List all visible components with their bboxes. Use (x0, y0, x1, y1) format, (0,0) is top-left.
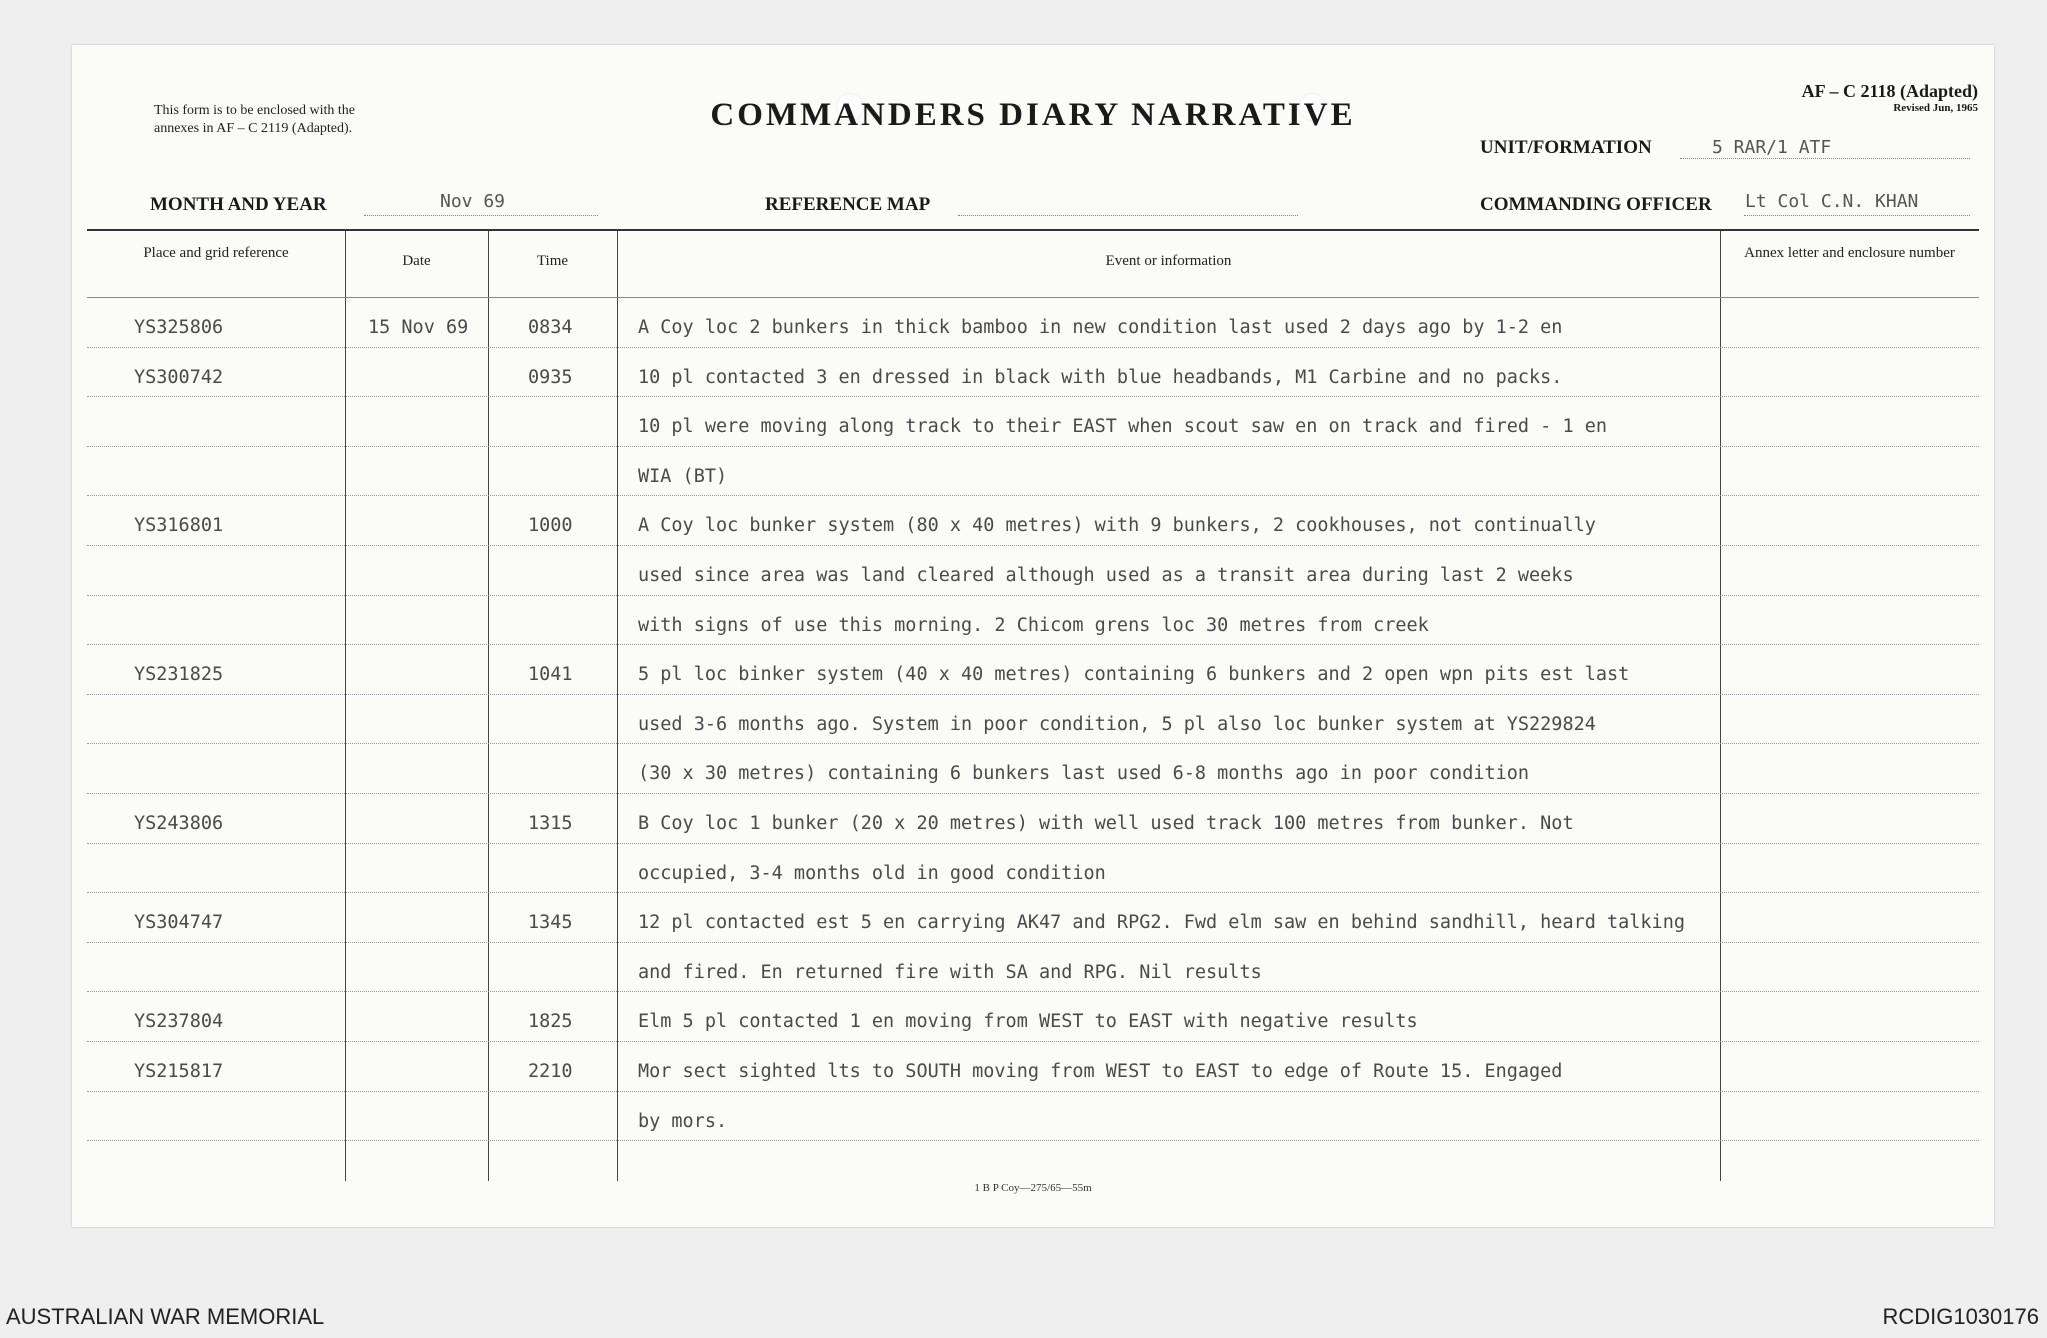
row-rule (87, 595, 1979, 596)
cell-event: 12 pl contacted est 5 en carrying AK47 and RPG2. Fwd elm saw en behind sandhill, heard talking (638, 912, 1685, 934)
column-header-time: Time (536, 253, 569, 269)
cell-place: YS325806 (134, 317, 224, 338)
cell-event: A Coy loc bunker system (80 x 40 metres) with 9 bunkers, 2 cookhouses, not continually (638, 515, 1596, 537)
cell-event: 10 pl were moving along track to their EAST when scout saw en on track and fired - 1 en (638, 416, 1608, 438)
cell-time: 1041 (528, 664, 573, 686)
row-rule (87, 644, 1979, 645)
row-rule (87, 743, 1979, 744)
cell-place: YS316801 (134, 515, 224, 537)
cell-place: YS231825 (134, 664, 224, 686)
cell-date: 15 Nov 69 (368, 317, 469, 338)
cell-event: and fired. En returned fire with SA and RPG. Nil results (638, 961, 1262, 983)
cell-place: YS300742 (134, 366, 224, 388)
column-divider (1720, 231, 1721, 1181)
column-header-date: Date (402, 253, 431, 269)
cell-event: B Coy loc 1 bunker (20 x 20 metres) with well used track 100 metres from bunker. Not (638, 813, 1574, 834)
row-rule (87, 1041, 1979, 1042)
row-rule (87, 991, 1979, 992)
cell-event: A Coy loc 2 bunkers in thick bamboo in new condition last used 2 days ago by 1-2 en (638, 317, 1563, 338)
row-rule (87, 446, 1979, 447)
archive-caption-left: AUSTRALIAN WAR MEMORIAL (6, 1304, 325, 1329)
cell-event: occupied, 3-4 months old in good condition (638, 862, 1106, 884)
cell-time: 0935 (528, 366, 573, 388)
enclosure-note-line: annexes in AF – C 2119 (Adapted). (154, 121, 353, 136)
form-title: COMMANDERS DIARY NARRATIVE (710, 97, 1356, 133)
printer-imprint: 1 B P Coy—275/65—55m (974, 1182, 1092, 1194)
column-header-annex: Annex letter and enclosure number (1744, 245, 1955, 261)
row-rule (87, 396, 1979, 397)
cell-event: Mor sect sighted lts to SOUTH moving from WEST to EAST to edge of Route 15. Engaged (638, 1061, 1563, 1082)
diary-form-sheet (72, 45, 1994, 1227)
column-divider (488, 231, 489, 1181)
cell-event: (30 x 30 metres) containing 6 bunkers last used 6-8 months ago in poor condition (638, 763, 1530, 785)
row-rule (87, 1140, 1979, 1141)
cell-event: used since area was land cleared although used as a transit area during last 2 weeks (638, 565, 1574, 586)
row-rule (87, 347, 1979, 348)
cell-time: 1825 (528, 1011, 573, 1033)
cell-time: 1315 (528, 813, 573, 834)
unit-label: UNIT/FORMATION (1480, 137, 1652, 158)
column-header-place: Place and grid reference (143, 245, 289, 261)
column-divider (617, 231, 618, 1181)
row-rule (87, 545, 1979, 546)
header-bottom-rule (87, 297, 1979, 298)
cell-event: 10 pl contacted 3 en dressed in black with blue headbands, M1 Carbine and no packs. (638, 366, 1563, 388)
cell-event: Elm 5 pl contacted 1 en moving from WEST to EAST with negative results (638, 1011, 1418, 1033)
archive-caption-right: RCDIG1030176 (1882, 1304, 2039, 1329)
cell-event: used 3-6 months ago. System in poor condition, 5 pl also loc bunker system at YS229824 (638, 713, 1596, 735)
column-header-event: Event or information (1105, 253, 1232, 269)
row-rule (87, 942, 1979, 943)
row-rule (87, 495, 1979, 496)
cell-event: 5 pl loc binker system (40 x 40 metres) containing 6 bunkers and 2 open wpn pits est last (638, 664, 1630, 686)
unit-value: 5 RAR/1 ATF (1712, 137, 1832, 158)
cell-place: YS237804 (134, 1011, 224, 1033)
row-rule (87, 892, 1979, 893)
cell-place: YS304747 (134, 912, 224, 934)
reference-map-label: REFERENCE MAP (765, 194, 931, 215)
commanding-officer-label: COMMANDING OFFICER (1480, 194, 1712, 215)
cell-place: YS215817 (134, 1061, 224, 1082)
enclosure-note-line: This form is to be enclosed with the (154, 103, 356, 118)
row-rule (87, 1091, 1979, 1092)
form-number: AF – C 2118 (Adapted) (1801, 81, 1978, 101)
cell-time: 0834 (528, 317, 573, 338)
cell-time: 1000 (528, 515, 573, 537)
cell-place: YS243806 (134, 813, 224, 834)
revised-date: Revised Jun, 1965 (1893, 102, 1978, 114)
form-number-block (1802, 81, 1978, 114)
cell-time: 2210 (528, 1061, 573, 1082)
month-year-value: Nov 69 (440, 191, 506, 212)
cell-event: by mors. (638, 1110, 728, 1132)
row-rule (87, 694, 1979, 695)
row-rule (87, 843, 1979, 844)
cell-time: 1345 (528, 912, 573, 934)
column-divider (345, 231, 346, 1181)
commanding-officer-value: Lt Col C.N. KHAN (1745, 191, 1919, 212)
month-year-label: MONTH AND YEAR (150, 194, 327, 215)
cell-event: WIA (BT) (638, 465, 728, 487)
reference-map-field (958, 195, 1298, 216)
row-rule (87, 793, 1979, 794)
cell-event: with signs of use this morning. 2 Chicom grens loc 30 metres from creek (638, 614, 1429, 636)
diary-table (72, 231, 1994, 1181)
